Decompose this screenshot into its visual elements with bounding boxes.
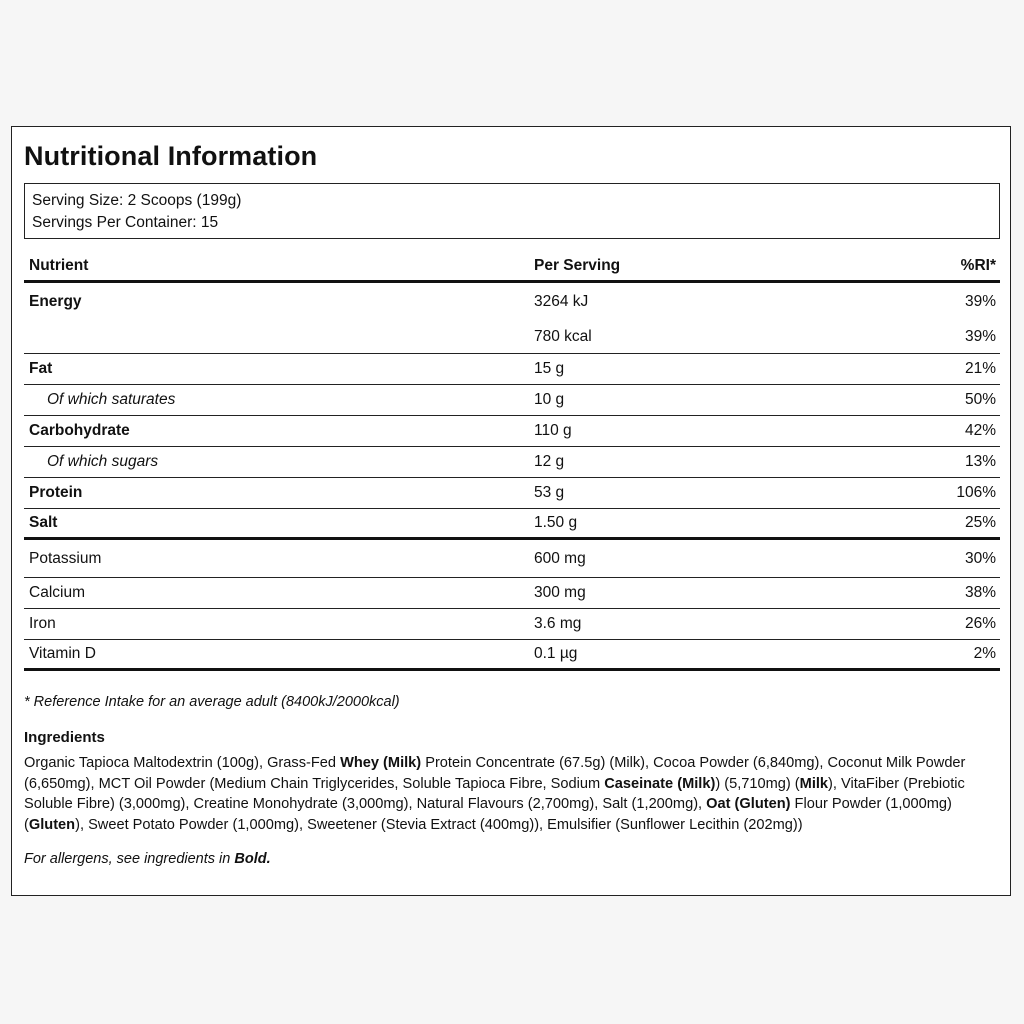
- ri-value: 38%: [964, 584, 996, 601]
- per-serving-value: 3264 kJ: [534, 293, 589, 310]
- nutrient-name: Potassium: [29, 549, 102, 567]
- nutrient-name: Calcium: [29, 584, 85, 601]
- table-row-calcium: [24, 578, 1000, 609]
- per-serving-value: 15 g: [534, 360, 565, 377]
- nutrient-name: Protein: [29, 484, 83, 501]
- nutrient-name: Energy: [29, 293, 82, 310]
- per-serving-value: 0.1 µg: [534, 645, 578, 662]
- table-row-saturates: [24, 385, 1000, 416]
- ri-value: 2%: [973, 645, 996, 662]
- servings-per-container: Servings Per Container: 15: [32, 214, 219, 231]
- table-row-protein: [24, 478, 1000, 509]
- nutrient-name: Of which sugars: [47, 453, 159, 470]
- table-row-potassium: [24, 540, 1000, 578]
- ingredients-text-part: Protein Concentrate (67.5g) (Milk), Cocoa Powder (6,840mg), Coconut Milk Powder (6,650mg), MCT Oil Powder (Medium Chain Triglycerides, Soluble Tapioca Fibre, Sodium: [24, 755, 966, 792]
- header-nutrient: Nutrient: [29, 256, 89, 274]
- per-serving-value: 1.50 g: [534, 514, 578, 531]
- table-row-iron: [24, 609, 1000, 640]
- ri-value: 21%: [964, 360, 996, 377]
- ingredients-text: [24, 753, 1002, 836]
- nutrient-name: Fat: [29, 360, 53, 377]
- ri-value: 50%: [964, 391, 996, 408]
- table-row-salt: [24, 509, 1000, 540]
- ri-value: 13%: [964, 453, 996, 470]
- table-row-vitamin-d: [24, 640, 1000, 671]
- nutrition-table: [24, 251, 1000, 671]
- per-serving-value: 53 g: [534, 484, 565, 501]
- table-row-carbohydrate: [24, 416, 1000, 447]
- nutrient-name: Iron: [29, 615, 56, 632]
- ingredients-text-part: ), VitaFiber (Prebiotic Soluble Fibre) (3,000mg), Creatine Monohydrate (3,000mg), Natural Flavours (2,700mg), Salt (1,200mg),: [24, 775, 965, 813]
- allergen-highlight: Oat (Gluten): [706, 796, 791, 813]
- ingredients-text-part: Flour Powder (1,000mg) (: [24, 796, 952, 834]
- allergen-highlight: Gluten: [28, 817, 76, 834]
- ri-value: 106%: [956, 484, 996, 501]
- allergen-highlight: Caseinate (Milk): [604, 775, 716, 792]
- per-serving-value: 12 g: [534, 453, 565, 470]
- nutrient-name: Of which saturates: [47, 391, 176, 408]
- serving-info-box: [24, 183, 1000, 239]
- header-ri: %RI*: [960, 256, 996, 274]
- table-header-row: [24, 251, 1000, 283]
- allergen-note-prefix: For allergens, see ingredients in: [24, 851, 235, 867]
- reference-intake-footnote: * Reference Intake for an average adult (8400kJ/2000kcal): [24, 694, 400, 710]
- ri-value: 25%: [964, 514, 996, 531]
- allergen-note-bold: Bold.: [234, 851, 271, 867]
- per-serving-value: 780 kcal: [534, 328, 592, 345]
- ingredients-text-part: ), Sweet Potato Powder (1,000mg), Sweetener (Stevia Extract (400mg)), Emulsifier (Sunflower Lecithin (202mg)): [75, 817, 803, 834]
- allergen-highlight: Milk: [799, 775, 829, 792]
- nutrient-name: Vitamin D: [29, 645, 96, 662]
- serving-size: Serving Size: 2 Scoops (199g): [32, 192, 242, 209]
- per-serving-value: 600 mg: [534, 549, 586, 567]
- nutrient-name: Carbohydrate: [29, 422, 130, 439]
- ingredients-heading: Ingredients: [24, 729, 105, 746]
- ingredients-text-part: Organic Tapioca Maltodextrin (100g), Grass-Fed: [24, 755, 341, 771]
- table-row-energy-kj: [24, 283, 1000, 321]
- ri-value: 26%: [964, 615, 996, 632]
- allergen-note: [24, 851, 271, 867]
- ri-value: 42%: [964, 422, 996, 439]
- page-title: Nutritional Information: [24, 141, 318, 171]
- nutrition-panel: [11, 126, 1011, 896]
- per-serving-value: 300 mg: [534, 584, 586, 601]
- nutrient-name: Salt: [29, 514, 58, 531]
- per-serving-value: 110 g: [534, 422, 572, 439]
- per-serving-value: 3.6 mg: [534, 615, 582, 632]
- table-row-fat: [24, 354, 1000, 385]
- ri-value: 39%: [964, 293, 996, 310]
- table-row-energy-kcal: [24, 321, 1000, 354]
- ri-value: 39%: [964, 328, 996, 345]
- header-per-serving: Per Serving: [534, 256, 621, 274]
- ri-value: 30%: [964, 549, 996, 567]
- table-row-sugars: [24, 447, 1000, 478]
- per-serving-value: 10 g: [534, 391, 565, 408]
- ingredients-text-part: ) (5,710mg) (: [715, 775, 800, 792]
- allergen-highlight: Whey (Milk): [340, 755, 422, 771]
